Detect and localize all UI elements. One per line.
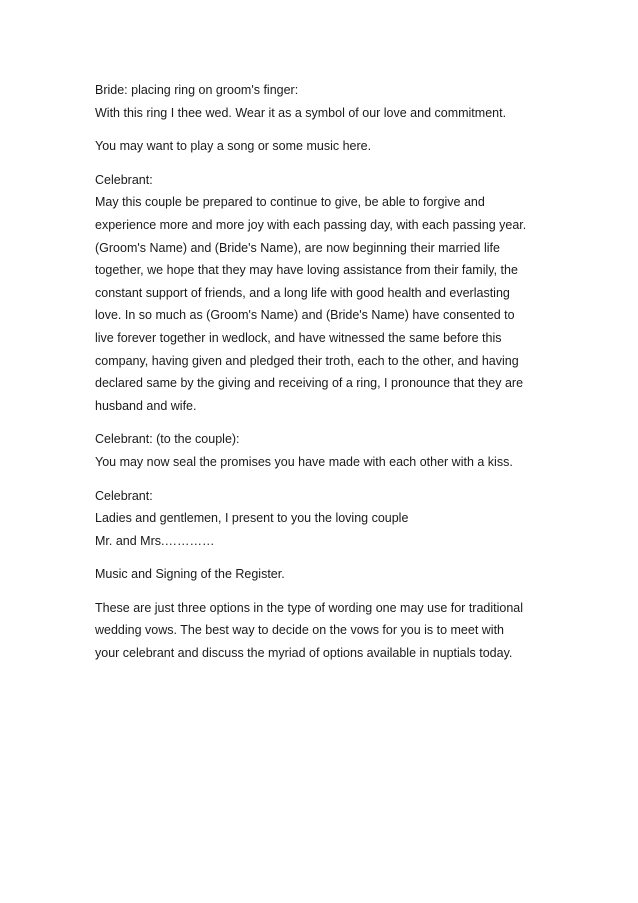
text-line: constant support of friends, and a long life with good health and everlasting: [95, 285, 510, 300]
text-line: With this ring I thee wed. Wear it as a symbol of our love and commitment.: [95, 105, 507, 120]
text-line: Music and Signing of the Register.: [95, 567, 285, 582]
text-line: declared same by the giving and receiving of a ring, I pronounce that they are: [95, 376, 524, 391]
text-line: You may want to play a song or some music here.: [95, 139, 372, 154]
paragraph-celebrant-pronouncement: [95, 169, 565, 418]
paragraph-celebrant-presentation: [95, 485, 565, 553]
text-line: Celebrant:: [95, 172, 153, 187]
text-line: live forever together in wedlock, and have witnessed the same before this: [95, 330, 502, 345]
paragraph-closing-note: [95, 597, 565, 665]
paragraph-celebrant-kiss: [95, 428, 565, 473]
text-line: love. In so much as (Groom's Name) and (Bride's Name) have consented to: [95, 308, 515, 323]
paragraph-music-note: [95, 135, 565, 158]
text-line: May this couple be prepared to continue to give, be able to forgive and: [95, 195, 485, 210]
text-line: your celebrant and discuss the myriad of options available in nuptials today.: [95, 646, 513, 661]
text-line: Bride: placing ring on groom's finger:: [95, 83, 299, 97]
paragraph-bride-ring: [95, 79, 565, 124]
text-line: Ladies and gentlemen, I present to you the loving couple: [95, 511, 409, 526]
document-body: [95, 79, 565, 676]
text-line: You may now seal the promises you have made with each other with a kiss.: [95, 454, 513, 469]
text-line: These are just three options in the type of wording one may use for traditional: [95, 600, 524, 615]
text-line: (Groom's Name) and (Bride's Name), are now beginning their married life: [95, 240, 500, 255]
text-line: husband and wife.: [95, 398, 197, 413]
text-line: company, having given and pledged their troth, each to the other, and having: [95, 353, 519, 368]
text-line: wedding vows. The best way to decide on the vows for you is to meet with: [95, 623, 505, 638]
text-line: together, we hope that they may have loving assistance from their family, the: [95, 263, 518, 278]
paragraph-signing-register: [95, 563, 565, 586]
text-line: Celebrant: (to the couple):: [95, 432, 240, 447]
text-line: experience more and more joy with each passing day, with each passing year.: [95, 217, 527, 232]
text-line: Mr. and Mrs.…………: [95, 533, 215, 548]
text-line: Celebrant:: [95, 488, 153, 503]
